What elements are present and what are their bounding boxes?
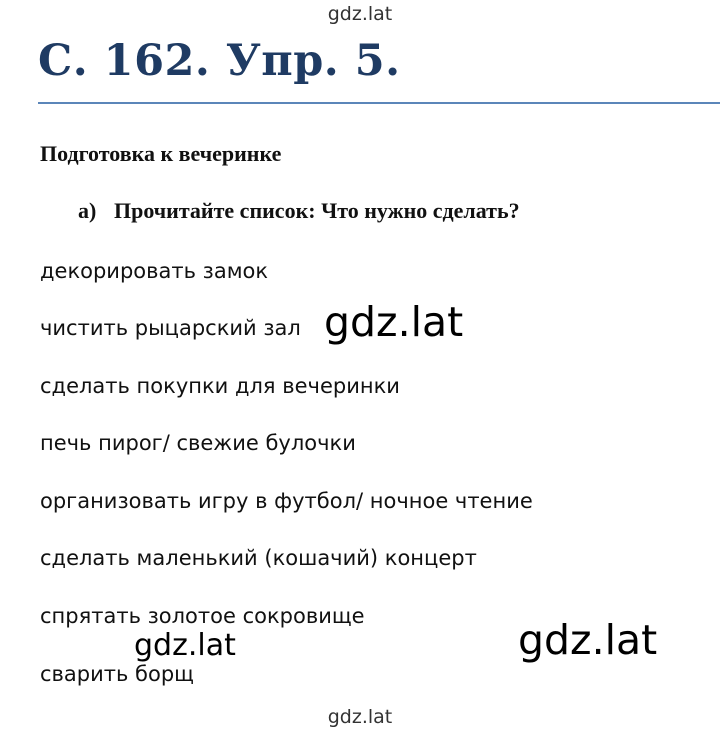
watermark-top: gdz.lat — [327, 3, 393, 25]
page-title: С. 162. Упр. 5. — [38, 36, 401, 86]
watermark-overlay: gdz.lat — [518, 616, 658, 664]
list-item: организовать игру в футбол/ ночное чтение — [40, 489, 533, 513]
section-subheading: Подготовка к вечеринке — [40, 141, 282, 166]
task-heading — [78, 198, 520, 224]
watermark-bottom: gdz.lat — [327, 706, 393, 728]
watermark-overlay: gdz.lat — [134, 628, 236, 663]
title-divider — [38, 102, 720, 104]
watermark-overlay: gdz.lat — [324, 298, 464, 346]
list-item: декорировать замок — [40, 259, 269, 283]
list-item: печь пирог/ свежие булочки — [40, 431, 356, 455]
task-text: Прочитайте список: Что нужно сделать? — [114, 198, 520, 223]
list-item: сделать покупки для вечеринки — [40, 374, 400, 398]
list-item: сварить борщ — [40, 662, 194, 686]
list-item: чистить рыцарский зал — [40, 316, 301, 340]
list-item: спрятать золотое сокровище — [40, 604, 365, 628]
task-marker: а) — [78, 198, 97, 223]
list-item: сделать маленький (кошачий) концерт — [40, 546, 477, 570]
